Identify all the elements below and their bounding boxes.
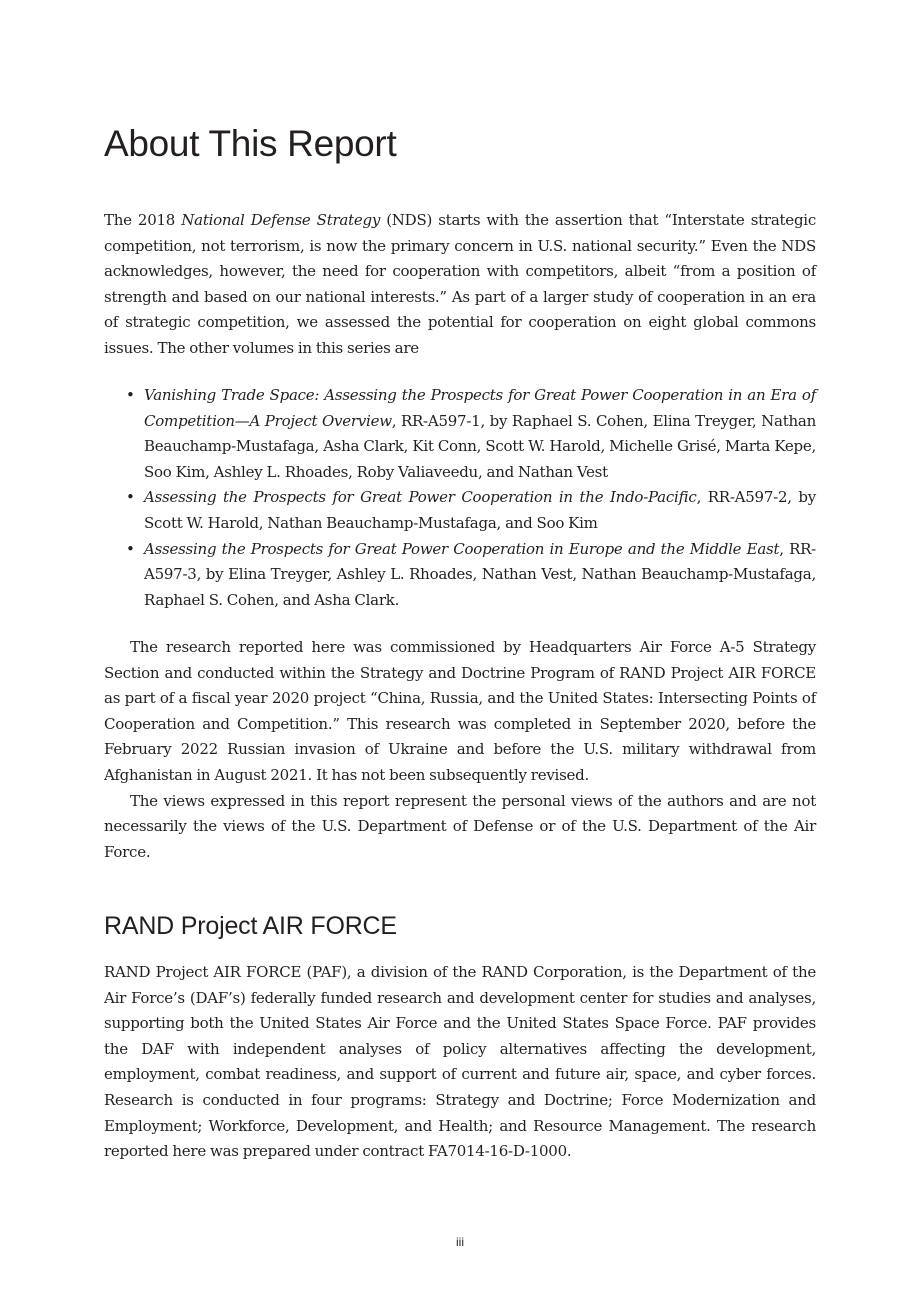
bullet-icon: •	[126, 488, 135, 507]
intro-text-start: The 2018	[104, 211, 182, 229]
list-item	[104, 537, 816, 614]
research-paragraph: The research reported here was commissioned by Headquarters Air Force A-5 Strategy Section and conducted within the Strategy and Doctrine Program of RAND Project AIR FORCE as part of a fiscal year 2020 project “China, Russia, and the United States: Intersecting Points of Cooperation and Competition.” This research was completed in September 2020, before the February 2022 Russian invasion of Ukraine and before the U.S. military withdrawal from Afghanistan in August 2021. It has not been subsequently revised.	[104, 638, 816, 784]
bullet-icon: •	[126, 386, 135, 404]
series-volume-list	[104, 383, 816, 613]
paf-paragraph: RAND Project AIR FORCE (PAF), a division of the RAND Corporation, is the Department of the Air Force’s (DAF’s) federally funded research and development center for studies and analyses, supporting both the United States Air Force and the United States Space Force. PAF provides the DAF with independent analyses of policy alternatives affecting the development, employment, combat readiness, and support of current and future air, space, and cyber forces. Research is conducted in four programs: Strategy and Doctrine; Force Modernization and Employment; Workforce, Development, and Health; and Resource Management. The research reported here was prepared under contract FA7014-16-D-1000.	[104, 963, 816, 1161]
views-paragraph: The views expressed in this report represent the personal views of the authors and are not necessarily the views of the U.S. Department of Defense or of the U.S. Department of the Air Force.	[104, 791, 816, 861]
nds-title: National Defense Strategy	[181, 211, 381, 229]
list-item	[104, 485, 816, 536]
page-number: iii	[456, 1235, 464, 1249]
volume-title: Assessing the Prospects for Great Power Cooperation in Europe and the Middle East	[144, 539, 780, 558]
volume-details: , RR-A597-2, by Scott W. Harold, Nathan Beauchamp-Mustafaga, and Soo Kim	[144, 488, 816, 532]
paf-heading: RAND Project AIR FORCE	[104, 912, 397, 940]
volume-title: Vanishing Trade Space: Assessing the Prospects for Great Power Cooperation in an Era of Competition—A Project Overview	[144, 386, 816, 430]
volume-details: , RR-A597-3, by Elina Treyger, Ashley L. Rhoades, Nathan Vest, Nathan Beauchamp-Mustafaga, Raphael S. Cohen, and Asha Clark.	[144, 539, 816, 609]
volume-title: Assessing the Prospects for Great Power Cooperation in the Indo-Pacific	[144, 488, 697, 507]
list-item	[104, 383, 816, 485]
intro-text-rest: (NDS) starts with the assertion that “Interstate strategic competition, not terrorism, is now the primary concern in U.S. national security.” Even the NDS acknowledges, however, the need for cooperation with competitors, albeit “from a position of strength and based on our national interests.” As part of a larger study of cooperation in an era of strategic competition, we assessed the potential for cooperation on eight global commons issues. The other volumes in this series are	[104, 211, 816, 357]
bullet-icon: •	[126, 539, 135, 558]
volume-details: , RR-A597-1, by Raphael S. Cohen, Elina Treyger, Nathan Beauchamp-Mustafaga, Asha Clark, Kit Conn, Scott W. Harold, Michelle Grisé, Marta Kepe, Soo Kim, Ashley L. Rhoades, Roby Valiaveedu, and Nathan Vest	[144, 411, 816, 481]
paf-section	[104, 960, 816, 1165]
page-title: About This Report	[104, 123, 397, 164]
intro-paragraph	[104, 208, 816, 362]
research-section	[104, 635, 816, 865]
